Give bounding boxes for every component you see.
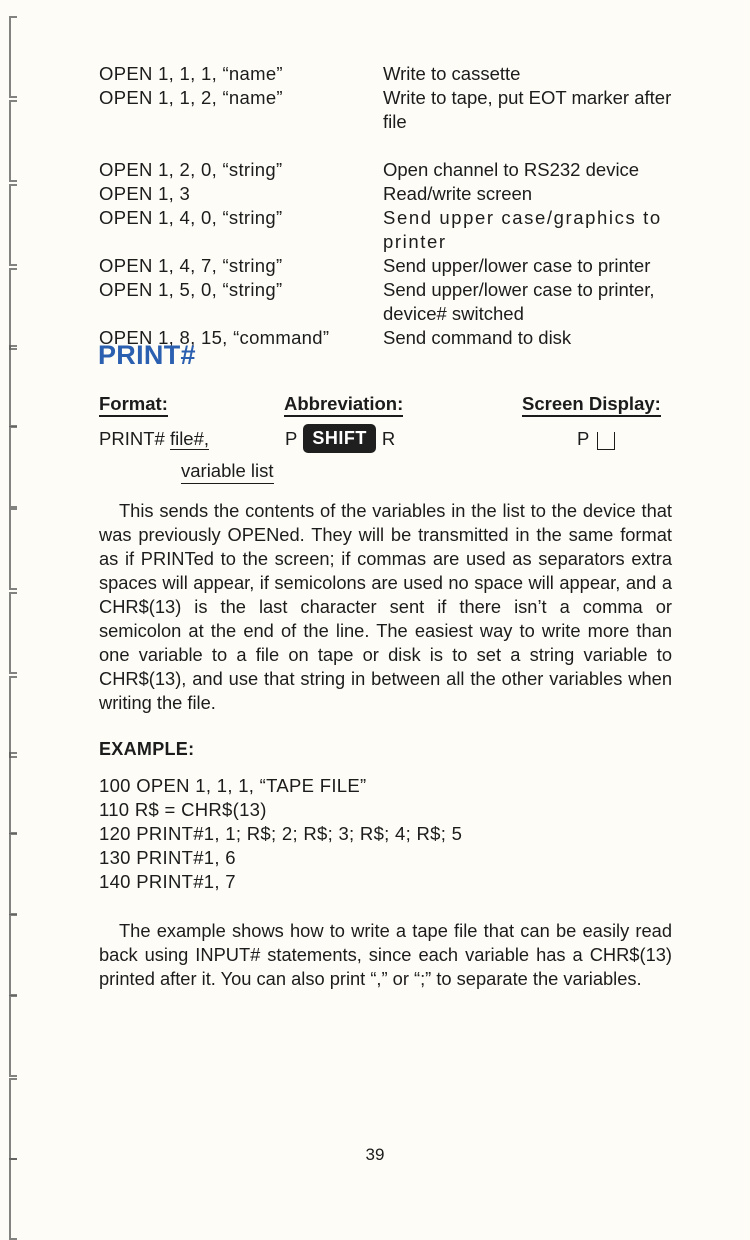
- code-line: 120 PRINT#1, 1; R$; 2; R$; 3; R$; 4; R$; 5: [99, 823, 463, 844]
- open-command: OPEN 1, 2, 0, “string”: [99, 159, 283, 180]
- code-line: 130 PRINT#1, 6: [99, 847, 236, 868]
- screen-display-label: Screen Display:: [522, 393, 661, 417]
- open-description: Write to tape, put EOT marker after file: [383, 87, 672, 132]
- table-row: [99, 182, 683, 206]
- example-heading: EXAMPLE:: [99, 739, 195, 759]
- open-description: Send command to disk: [383, 327, 572, 348]
- abbreviation-label: Abbreviation:: [284, 393, 403, 417]
- table-row: [99, 158, 683, 182]
- graphics-character-icon: [597, 432, 615, 450]
- table-row: [99, 254, 683, 278]
- open-command-table: [99, 62, 683, 350]
- open-description: Send upper/lower case to printer: [383, 255, 651, 276]
- shift-key-icon: SHIFT: [303, 424, 376, 453]
- description-paragraph: This sends the contents of the variables in the list to the device that was previously OPENed. They will be transmitted in the same format as if PRINTed to the screen; if commas are used as separators extra spaces will appear, if semicolons are used no space will appear, and a CHR$(13) is the last character sent if there isn’t a comma or semicolon at the end of the line. The easiest way to write more than one variable to a file on tape or disk is to set a string variable to CHR$(13), and use that string in between all the other variables when writing the file.: [99, 500, 672, 713]
- format-arg-variable-list: variable list: [181, 459, 274, 484]
- open-description: Send upper case/graphics to printer: [383, 207, 662, 252]
- open-command: OPEN 1, 1, 2, “name”: [99, 87, 283, 108]
- open-description: Send upper/lower case to printer, device# switched: [383, 279, 655, 324]
- table-row: [99, 206, 683, 254]
- table-row: [99, 278, 683, 326]
- table-row: [99, 86, 683, 134]
- example-code: [99, 774, 462, 894]
- code-line: 140 PRINT#1, 7: [99, 871, 236, 892]
- open-description: Open channel to RS232 device: [383, 159, 640, 180]
- table-row: [99, 62, 683, 86]
- abbreviation-value: [285, 424, 395, 453]
- open-command: OPEN 1, 4, 7, “string”: [99, 255, 283, 276]
- format-arg-file: file#,: [169, 428, 210, 449]
- format-syntax: [99, 428, 209, 450]
- code-line: 110 R$ = CHR$(13): [99, 799, 267, 820]
- open-description: Write to cassette: [383, 63, 521, 84]
- abbreviation-post: R: [381, 427, 396, 449]
- example-explanation: The example shows how to write a tape file that can be easily read back using INPUT# statements, since each variable has a CHR$(13) printed after it. You can also print “,” or “;” to separate the variables.: [99, 920, 672, 989]
- format-label: Format:: [99, 393, 168, 417]
- section-title: PRINT#: [98, 340, 196, 370]
- open-command: OPEN 1, 4, 0, “string”: [99, 207, 283, 228]
- open-command: OPEN 1, 5, 0, “string”: [99, 279, 283, 300]
- screen-display-value: [577, 428, 615, 450]
- open-command: OPEN 1, 8, 15, “command”: [99, 327, 330, 348]
- code-line: 100 OPEN 1, 1, 1, “TAPE FILE”: [99, 775, 367, 796]
- screen-display-char: P: [577, 428, 590, 449]
- open-command: OPEN 1, 1, 1, “name”: [99, 63, 283, 84]
- format-keyword: PRINT#: [99, 428, 170, 449]
- open-command: OPEN 1, 3: [99, 183, 191, 204]
- abbreviation-pre: P: [285, 427, 298, 449]
- page-number: 39: [365, 1145, 385, 1164]
- open-description: Read/write screen: [383, 183, 533, 204]
